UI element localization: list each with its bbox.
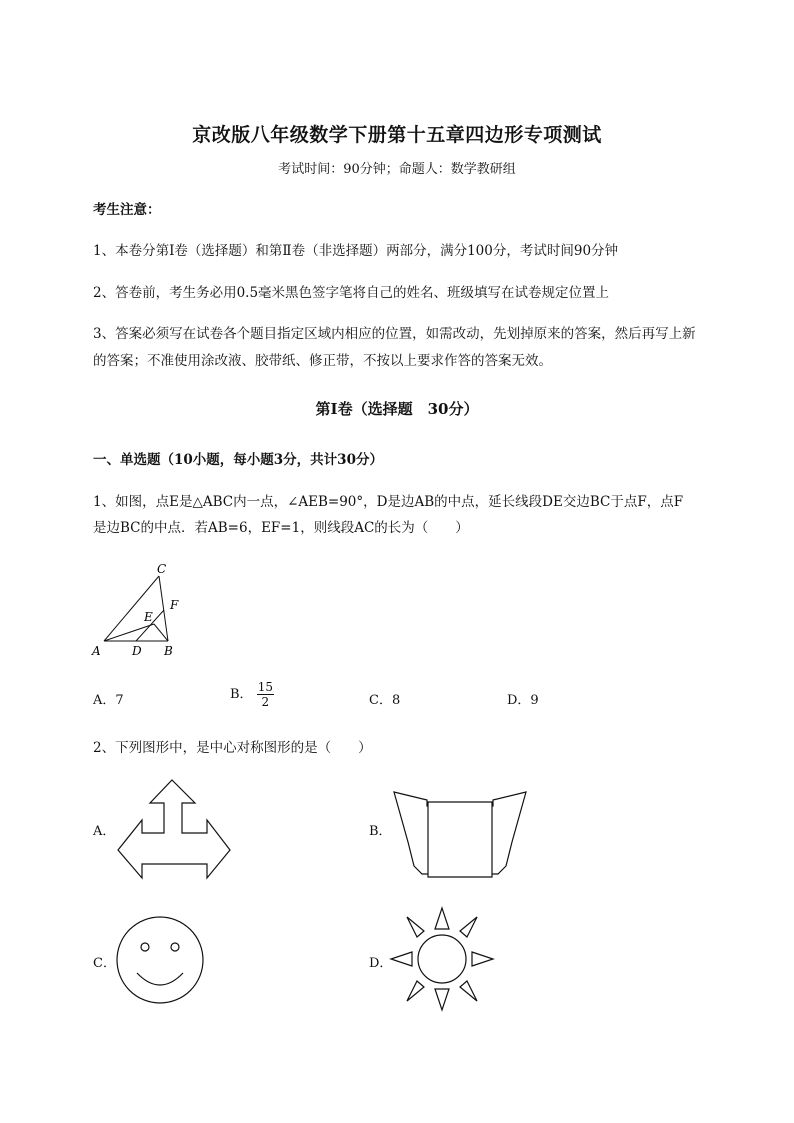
- q1-option-d[interactable]: D．9: [507, 693, 539, 708]
- label-e: E: [144, 610, 153, 624]
- fraction-15-over-2: [257, 680, 274, 709]
- notice-item-2: 2、答卷前，考生务必用0.5毫米黑色签字笔将自己的姓名、班级填写在试卷规定位置上: [93, 285, 610, 301]
- q2-option-d-label[interactable]: D．: [369, 956, 393, 971]
- exam-subtitle: 考试时间：90分钟；命题人：数学教研组: [278, 162, 516, 177]
- notice-item-3: 3、答案必须写在试卷各个题目指定区域内相应的位置，如需改动，先划掉原来的答案，然后再写上新: [93, 326, 696, 342]
- q2-option-b-label[interactable]: B．: [369, 824, 392, 839]
- q1-triangle-figure: [90, 560, 200, 660]
- exam-title: 京改版八年级数学下册第十五章四边形专项测试: [192, 124, 602, 146]
- q1-option-c[interactable]: C．8: [369, 693, 401, 708]
- q1-stem-line2: 是边BC的中点．若AB=6，EF=1，则线段AC的长为（ ）: [93, 520, 469, 536]
- label-d: D: [132, 644, 142, 658]
- fraction-numerator: 15: [257, 680, 273, 694]
- label-f: F: [170, 598, 179, 612]
- q2-stem: 2、下列图形中，是中心对称图形的是（ ）: [93, 740, 372, 756]
- part1-title: 第I卷（选择题 30分）: [315, 400, 479, 418]
- q2-sun-figure[interactable]: [388, 904, 496, 1014]
- notice-heading: 考生注意：: [93, 202, 161, 218]
- q2-banner-figure[interactable]: [392, 786, 528, 886]
- q1-option-a[interactable]: A．7: [93, 693, 124, 708]
- section-heading: 一、单选题（10小题，每小题3分，共计30分）: [93, 452, 383, 468]
- q2-arrow-figure[interactable]: [115, 778, 233, 880]
- q2-option-c-label[interactable]: C．: [93, 956, 116, 971]
- label-b: B: [164, 644, 173, 658]
- q1-option-b[interactable]: [230, 680, 274, 709]
- label-a: A: [92, 644, 101, 658]
- q1-option-b-label: B．: [230, 687, 253, 702]
- notice-item-3-cont: 的答案；不准使用涂改液、胶带纸、修正带，不按以上要求作答的答案无效。: [93, 353, 552, 369]
- q1-stem-line1: 1、如图，点E是△ABC内一点，∠AEB=90°，D是边AB的中点，延长线段DE交边BC于点F，点F: [93, 494, 684, 510]
- fraction-denominator: 2: [261, 695, 270, 709]
- q2-option-a-label[interactable]: A．: [93, 824, 116, 839]
- notice-item-1: 1、本卷分第I卷（选择题）和第Ⅱ卷（非选择题）两部分，满分100分，考试时间90分钟: [93, 243, 619, 259]
- q2-smiley-figure[interactable]: [115, 915, 205, 1005]
- label-c: C: [157, 562, 167, 576]
